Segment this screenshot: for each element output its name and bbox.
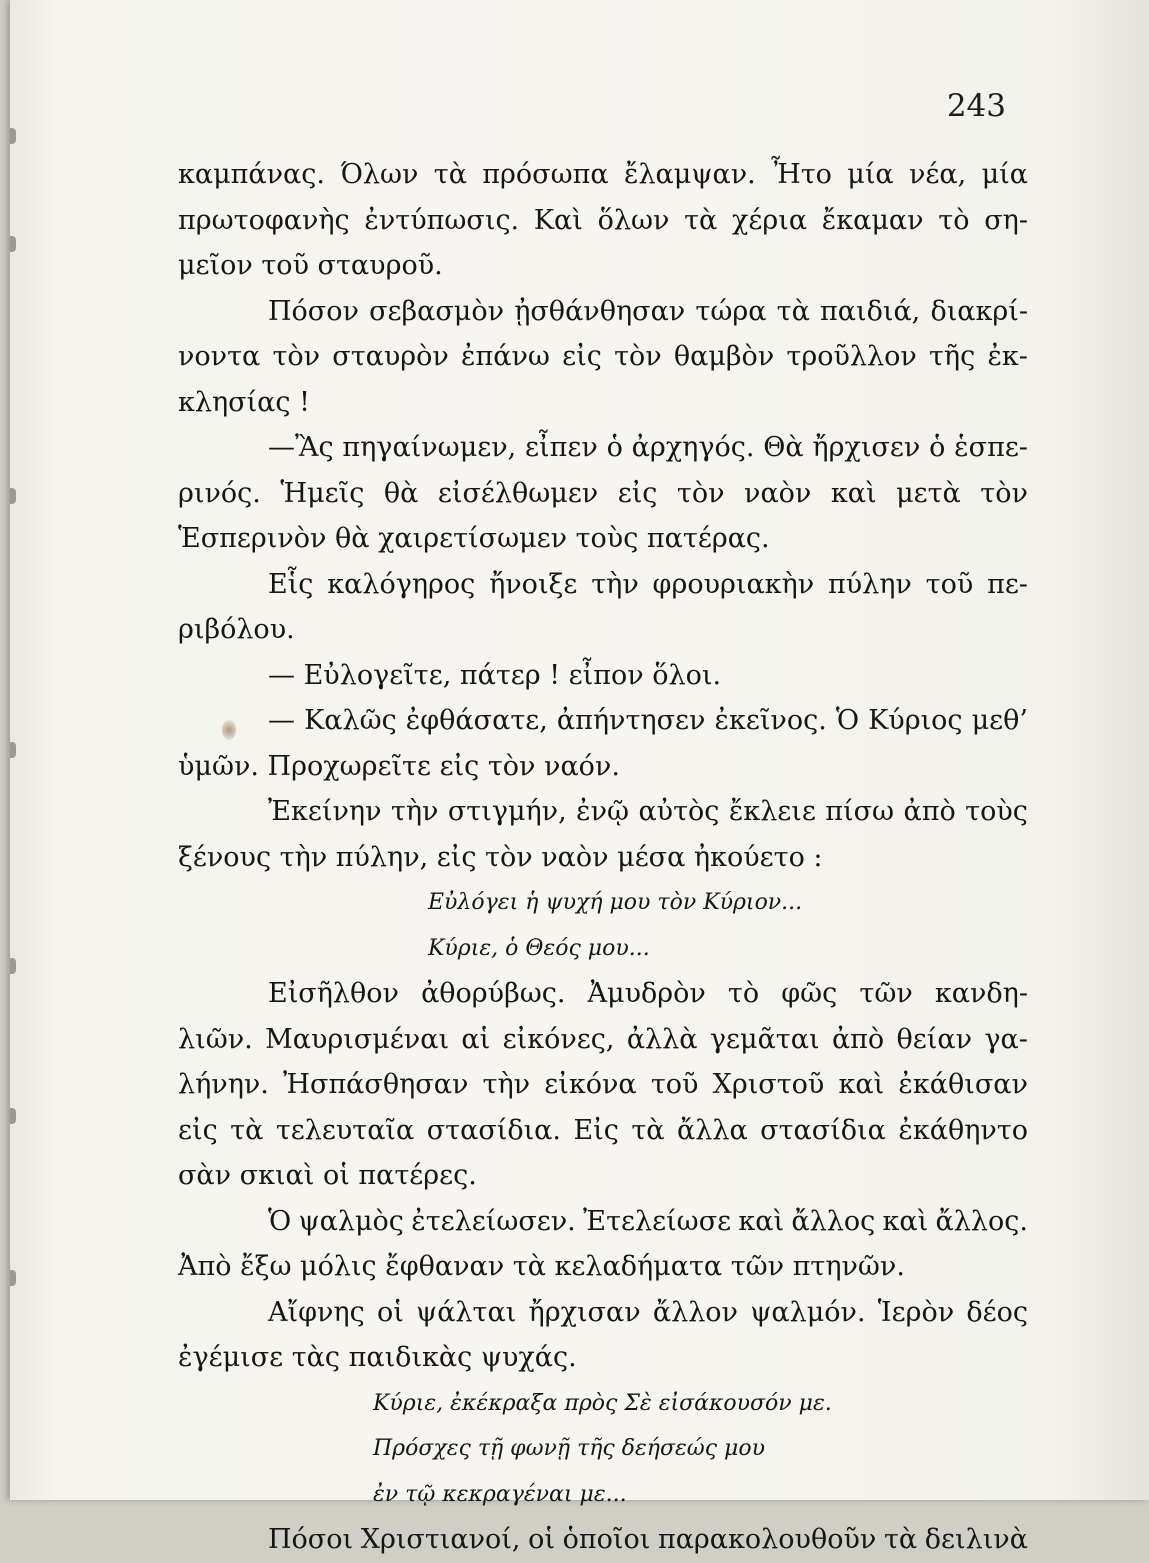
word: οἱ <box>376 1296 404 1328</box>
word: πηγαίνωμεν, <box>342 432 517 463</box>
text-line: ξένους τὴν πύλην, εἰς τὸν ναὸν μέσα ἠκούετο : <box>178 841 823 873</box>
word: στασίδια. <box>426 1114 561 1146</box>
word: ᾐσθάνθησαν <box>514 295 686 327</box>
verse-line: Κύριε, ὁ Θεός μου... <box>428 935 650 961</box>
word: νέα, <box>909 159 967 190</box>
word: σεβασμὸν <box>369 295 505 327</box>
word: Ἡμεῖς <box>280 477 365 509</box>
word: τοῦ <box>650 1069 699 1100</box>
binding-hole <box>10 958 16 974</box>
word: ἑσπε- <box>954 432 1028 463</box>
word: ἐπάνω <box>461 341 550 372</box>
word: Καὶ <box>533 204 583 236</box>
word: τὰ <box>230 1114 264 1146</box>
word: ἔλαμψαν. <box>623 159 756 190</box>
text-line <box>178 789 1028 835</box>
text-line: κλησίας ! <box>178 386 310 418</box>
word: Ἀμυδρὸν <box>587 978 706 1009</box>
word: σταυρὸν <box>332 341 449 372</box>
ink-stain <box>222 720 236 740</box>
text-line <box>178 152 1028 198</box>
text-line <box>178 1062 1028 1108</box>
word: ἄλλος. <box>935 1205 1028 1237</box>
word: εἶπεν <box>525 432 598 463</box>
verse-line: ἐν τῷ κεκραγέναι με... <box>373 1481 627 1507</box>
text-line <box>178 471 1028 517</box>
word: λήνην. <box>178 1069 269 1100</box>
text-line <box>178 1290 1028 1336</box>
word: ἔκαμαν <box>821 204 924 236</box>
word: Ἦτο <box>771 159 832 190</box>
word: ἐκεῖνος. <box>714 705 827 736</box>
binding-hole <box>10 488 16 504</box>
word: αἱ <box>461 1023 491 1055</box>
word: εἰσέλθωμεν <box>437 477 599 509</box>
word: δειλινὰ <box>924 1524 1028 1555</box>
word: γεμᾶται <box>709 1023 820 1055</box>
word: τὰ <box>684 204 718 236</box>
text-line: — Εὐλογεῖτε, πάτερ ! εἶπον ὅλοι. <box>268 659 722 691</box>
word: στασίδια <box>760 1114 886 1146</box>
word: —Ἂς <box>268 432 334 463</box>
word: Χριστοῦ <box>712 1069 825 1100</box>
word: οἱ <box>528 1524 555 1555</box>
text-line: Ἀπὸ ἔξω μόλις ἔφθαναν τὰ κελαδήματα τῶν πτηνῶν. <box>178 1251 905 1282</box>
word: Καλῶς <box>304 705 397 736</box>
word: νοντα <box>178 341 261 372</box>
word: Πόσον <box>268 295 359 327</box>
word: ἀπὸ <box>831 1023 885 1055</box>
word: Ἐκείνην <box>268 796 382 827</box>
word: τῆς <box>928 341 976 372</box>
word: τὰ <box>631 1114 665 1146</box>
word: τὸν <box>980 477 1028 509</box>
word: τὸ <box>727 978 760 1009</box>
word: τώρα <box>695 295 767 327</box>
word: πίσω <box>825 796 895 827</box>
word: καὶ <box>738 1205 785 1237</box>
word: Θὰ <box>763 432 804 463</box>
text-line <box>178 1199 1028 1245</box>
word: καμπάνας. <box>178 159 325 190</box>
word: φῶς <box>781 978 838 1009</box>
word: τοῦ <box>925 568 974 600</box>
word: τῶν <box>859 978 913 1009</box>
word: εἰκόνες, <box>502 1023 615 1055</box>
binding-hole <box>10 128 16 144</box>
word: ἐνῷ <box>576 796 630 827</box>
text-line <box>178 289 1028 335</box>
word: πε- <box>987 568 1028 600</box>
word: παιδιά, <box>820 295 921 327</box>
word: ἄλλον <box>652 1296 738 1328</box>
word: Ἐτελείωσε <box>583 1205 732 1237</box>
binding-hole <box>10 236 16 252</box>
word: καλόγηρος <box>327 568 476 600</box>
word: ἐκ- <box>987 341 1028 372</box>
word: ἄλλος <box>791 1205 876 1237</box>
text-line <box>178 334 1028 380</box>
word: Εἰσῆλθον <box>268 978 399 1009</box>
word: τὸν <box>676 477 725 509</box>
word: τὰ <box>776 295 810 327</box>
word: ἀπὸ <box>903 796 956 827</box>
word: ναὸν <box>744 477 812 509</box>
verse-line: Πρόσχες τῇ φωνῇ τῆς δεήσεώς μου <box>373 1436 765 1461</box>
word: ψαλμόν. <box>750 1296 866 1328</box>
word: ἤρχισεν <box>812 432 921 463</box>
word: ἄλλα <box>677 1114 748 1146</box>
word: μετὰ <box>896 477 961 509</box>
text-line <box>178 1017 1028 1063</box>
word: στιγμήν, <box>447 796 567 827</box>
text-line <box>178 1517 1028 1563</box>
word: Κύριος <box>868 705 963 736</box>
text-line: ἐγέμισε τὰς παιδικὰς ψυχάς. <box>178 1342 577 1373</box>
word: πύλην <box>827 568 912 600</box>
page-number: 243 <box>946 88 1006 124</box>
word: Πόσοι <box>268 1524 354 1555</box>
word: μία <box>847 159 894 190</box>
word: γα- <box>984 1023 1028 1055</box>
word: εἰκόνα <box>544 1069 637 1100</box>
word: ἀθορύβως. <box>421 978 566 1009</box>
text-line <box>178 1108 1028 1154</box>
word: ἀρχηγός. <box>631 432 755 463</box>
word: τὸν <box>272 341 321 372</box>
word: τὴν <box>482 1069 531 1100</box>
word: τὴν <box>390 796 439 827</box>
word: παρακολουθοῦν <box>657 1524 877 1555</box>
verse-line: Κύριε, ἐκέκραξα πρὸς Σὲ εἰσάκουσόν με. <box>373 1390 832 1416</box>
word: ση- <box>984 204 1028 236</box>
word: — <box>268 705 295 736</box>
binding-hole <box>10 742 16 758</box>
word: πρόσωπα <box>482 159 609 190</box>
word: μία <box>981 159 1028 190</box>
word: Όλων <box>340 159 419 190</box>
body-text <box>178 152 1028 1563</box>
word: Μαυρισμέναι <box>265 1023 450 1055</box>
word: εἰς <box>178 1114 218 1146</box>
text-line: ριβόλου. <box>178 614 295 645</box>
book-page <box>10 0 1149 1555</box>
word: αὐτὸς <box>638 796 720 827</box>
word: τὰ <box>883 1524 918 1555</box>
word: ρινός. <box>178 477 261 509</box>
word: τοὺς <box>965 796 1028 827</box>
text-line: μεῖον τοῦ σταυροῦ. <box>178 250 443 281</box>
word: εἰς <box>617 477 658 509</box>
word: ὅλων <box>597 204 670 236</box>
word: ἀλλὰ <box>626 1023 698 1055</box>
text-line: σὰν σκιαὶ οἱ πατέρες. <box>178 1160 477 1191</box>
word: πρωτοφανὴς <box>178 204 350 236</box>
word: Ὁ <box>268 1205 292 1237</box>
text-line <box>178 425 1028 471</box>
word: τὸ <box>938 204 970 236</box>
word: ἐντύπωσις. <box>364 204 520 236</box>
text-line <box>178 198 1028 244</box>
text-line: Ἑσπερινὸν θὰ χαιρετίσωμεν τοὺς πατέρας. <box>178 523 770 554</box>
word: ἤρχισαν <box>528 1296 641 1328</box>
text-line <box>178 971 1028 1017</box>
word: καὶ <box>830 477 877 509</box>
word: ἐφθάσατε, <box>405 705 548 736</box>
word: Αἴφνης <box>268 1296 365 1328</box>
word: τὴν <box>591 568 639 600</box>
word: ὁ <box>606 432 623 463</box>
word: τὸν <box>614 341 662 372</box>
word: φρουριακὴν <box>652 568 815 600</box>
word: καὶ <box>838 1069 885 1100</box>
word: ἐτελείωσεν. <box>411 1205 576 1237</box>
word: ἐκάθηντο <box>898 1114 1028 1146</box>
word: Ὁ <box>835 705 860 736</box>
word: ψάλται <box>416 1296 517 1328</box>
word: ψαλμὸς <box>298 1205 404 1237</box>
binding-hole <box>10 1108 16 1124</box>
word: ἀπήντησεν <box>556 705 706 736</box>
word: Εἰς <box>573 1114 619 1146</box>
word: εἰς <box>562 341 602 372</box>
word: Εἷς <box>268 568 314 600</box>
word: Χριστιανοί, <box>360 1524 521 1555</box>
word: τὰ <box>433 159 467 190</box>
word: τροῦλλον <box>786 341 917 372</box>
word: τελευταῖα <box>275 1114 415 1146</box>
word: διακρί- <box>930 295 1028 327</box>
word: ὁποῖοι <box>562 1524 651 1555</box>
word: κανδη- <box>934 978 1028 1009</box>
binding-hole <box>10 1270 16 1286</box>
word: ἐκάθισαν <box>898 1069 1028 1100</box>
word: χέρια <box>732 204 808 236</box>
word: θαμβὸν <box>673 341 775 372</box>
word: λιῶν. <box>178 1023 253 1055</box>
word: ὁ <box>929 432 946 463</box>
word: θὰ <box>383 477 419 509</box>
word: καὶ <box>882 1205 929 1237</box>
text-line: ὑμῶν. Προχωρεῖτε εἰς τὸν ναόν. <box>178 750 620 782</box>
word: ἔκλειε <box>728 796 816 827</box>
verse-line: Εὐλόγει ἡ ψυχή μου τὸν Κύριον... <box>428 890 803 915</box>
word: Ἱερὸν <box>877 1296 955 1328</box>
word: ἤνοιξε <box>489 568 578 600</box>
word: δέος <box>966 1296 1028 1328</box>
text-line <box>178 698 1028 744</box>
word: μεθ’ <box>971 705 1028 736</box>
word: θείαν <box>896 1023 973 1055</box>
text-line <box>178 562 1028 608</box>
word: Ἠσπάσθησαν <box>283 1069 469 1100</box>
